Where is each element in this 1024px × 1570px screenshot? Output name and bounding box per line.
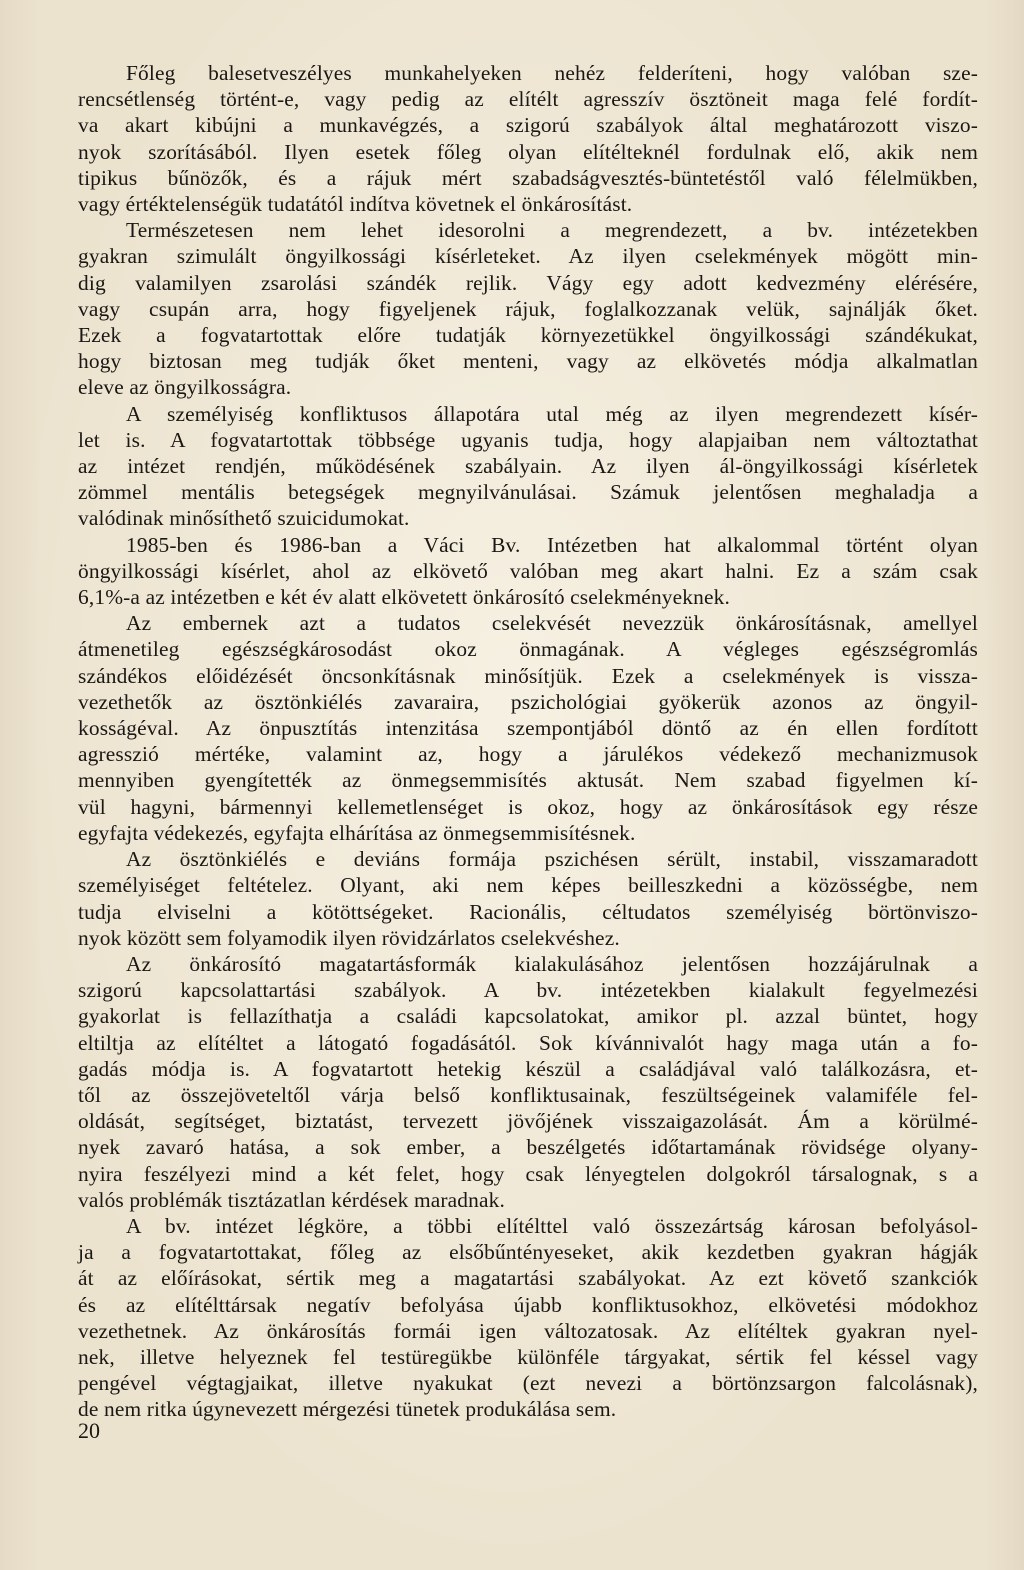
text-line: mennyiben gyengítették az önmegsemmisítés aktusát. Nem szabad figyelmen kí- [78,768,978,793]
paragraph [78,846,978,951]
text-line: nek, illetve helyeznek fel testüregükbe különféle tárgyakat, sértik fel késsel vagy [78,1344,978,1369]
text-line: valós problémák tisztázatlan kérdések maradnak. [78,1187,505,1212]
text-line: az intézet rendjén, működésének szabályain. Az ilyen ál-öngyilkossági kísérletek [78,454,978,479]
paragraph [78,217,978,400]
text-line: agresszió mértéke, valamint az, hogy a járulékos védekező mechanizmusok [78,742,978,767]
paragraph [78,532,978,611]
text-line: átmenetileg egészségkárosodást okoz önmagának. A végleges egészségromlás [78,637,978,662]
text-line: oldását, segítséget, biztatást, tervezett jövőjének visszaigazolását. Ám a körülmé- [78,1109,978,1134]
text-line: pengével végtagjaikat, illetve nyakukat (ezt nevezi a börtönzsargon falcolásnak), [78,1371,978,1396]
text-line: vagy értéktelenségük tudatától indítva követnek el önkárosítást. [78,192,633,217]
text-line: 1985-ben és 1986-ban a Váci Bv. Intézetben hat alkalommal történt olyan [126,532,978,557]
text-line: öngyilkossági kísérlet, ahol az elkövető valóban meg akart halni. Ez a szám csak [78,558,978,583]
text-line: dig valamilyen zsarolási szándék rejlik. Vágy egy adott kedvezmény elérésére, [78,270,978,295]
text-line: át az előírásokat, sértik meg a magatartási szabályokat. Az ezt követő szankciók [78,1266,978,1291]
text-line: gyakran szimulált öngyilkossági kísérleteket. Az ilyen cselekmények mögött min- [78,244,978,269]
text-line: től az összejöveteltől várja belső konfliktusainak, feszültségeinek valamiféle fel- [78,1082,978,1107]
text-line: Ezek a fogvatartottak előre tudatják környezetükkel öngyilkossági szándékukat, [78,323,978,348]
text-line: rencsétlenség történt-e, vagy pedig az elítélt agresszív ösztöneit maga felé fordít- [78,87,978,112]
text-line: tipikus bűnözők, és a rájuk mért szabadságvesztés-büntetéstől való félelmükben, [78,165,978,190]
text-line: nyok között sem folyamodik ilyen rövidzárlatos cselekvéshez. [78,925,620,950]
text-line: eleve az öngyilkosságra. [78,375,292,400]
text-line: Az embernek azt a tudatos cselekvését nevezzük önkárosításnak, amellyel [126,611,978,636]
text-line: vezethetnek. Az önkárosítás formái igen változatosak. Az elítéltek gyakran nyel- [78,1318,978,1343]
text-line: tudja elviselni a kötöttségeket. Racionális, céltudatos személyiség börtönviszo- [78,899,978,924]
text-line: Az önkárosító magatartásformák kialakulásához jelentősen hozzájárulnak a [126,951,978,976]
text-line: valódinak minősíthető szuicidumokat. [78,506,410,531]
text-line: nyira feszélyezi mind a két felet, hogy csak lényegtelen dolgokról társalognak, s a [78,1161,978,1186]
text-line: de nem ritka úgynevezett mérgezési tünetek produkálása sem. [78,1397,617,1422]
text-line: va akart kibújni a munkavégzés, a szigorú szabályok által meghatározott viszo- [78,113,978,138]
text-line: gadás módja is. A fogvatartott hetekig készül a családjával való találkozásra, et- [78,1056,978,1081]
text-line: szigorú kapcsolattartási szabályok. A bv. intézetekben kialakult fegyelmezési [78,978,978,1003]
text-line: eltiltja az elítéltet a látogató fogadásától. Sok kívánnivalót hagy maga után a fo- [78,1030,978,1055]
paragraph [78,951,978,1213]
text-line: vül hagyni, bármennyi kellemetlenséget is okoz, hogy az önkárosítások egy része [78,794,978,819]
text-line: hogy biztosan meg tudják őket menteni, vagy az elkövetés módja alkalmatlan [78,349,978,374]
text-line: vezethetők az ösztönkiélés zavaraira, pszichológiai gyökerük azonos az öngyil- [78,689,978,714]
text-line: Természetesen nem lehet idesorolni a megrendezett, a bv. intézetekben [126,218,978,243]
text-line: ja a fogvatartottakat, főleg az elsőbűntényeseket, akik kezdetben gyakran hágják [78,1240,978,1265]
text-line: nyek zavaró hatása, a sok ember, a beszélgetés időtartamának rövidsége olyany- [78,1135,978,1160]
paragraph [78,1213,978,1423]
text-line: vagy csupán arra, hogy figyeljenek rájuk, foglalkozzanak velük, sajnálják őket. [78,296,978,321]
paragraph [78,401,978,532]
text-line: Az ösztönkiélés e deviáns formája pszichésen sérült, instabil, visszamaradott [126,847,978,872]
text-line: zömmel mentális betegségek megnyilvánulásai. Számuk jelentősen meghaladja a [78,480,978,505]
text-line: nyok szorításából. Ilyen esetek főleg olyan elítélteknél fordulnak elő, akik nem [78,139,978,164]
text-line: let is. A fogvatartottak többsége ugyanis tudja, hogy alapjaiban nem változtathat [78,427,978,452]
text-line: A személyiség konfliktusos állapotára utal még az ilyen megrendezett kísér- [126,401,978,426]
page-number: 20 [78,1418,100,1443]
text-line: 6,1%-a az intézetben e két év alatt elkövetett önkárosító cselekményeknek. [78,585,730,610]
text-line: A bv. intézet légköre, a többi elítélttel való összezártság károsan befolyásol- [126,1213,978,1238]
text-line: személyiséget feltételez. Olyant, aki nem képes beilleszkedni a közösségbe, nem [78,873,978,898]
text-line: gyakorlat is fellazíthatja a családi kapcsolatokat, amikor pl. azzal büntet, hogy [78,1004,978,1029]
text-line: kosságéval. Az önpusztítás intenzitása szempontjából döntő az én ellen fordított [78,716,978,741]
text-line: Főleg balesetveszélyes munkahelyeken nehéz felderíteni, hogy valóban sze- [126,61,978,85]
paragraph [78,60,978,217]
paragraph [78,610,978,846]
text-line: és az elítélttársak negatív befolyása újabb konfliktusokhoz, elkövetési módokhoz [78,1292,978,1317]
body-text [78,60,978,1423]
text-line: szándékos előidézését öncsonkításnak minősítjük. Ezek a cselekmények is vissza- [78,663,978,688]
text-line: egyfajta védekezés, egyfajta elhárítása az önmegsemmisítésnek. [78,820,636,845]
